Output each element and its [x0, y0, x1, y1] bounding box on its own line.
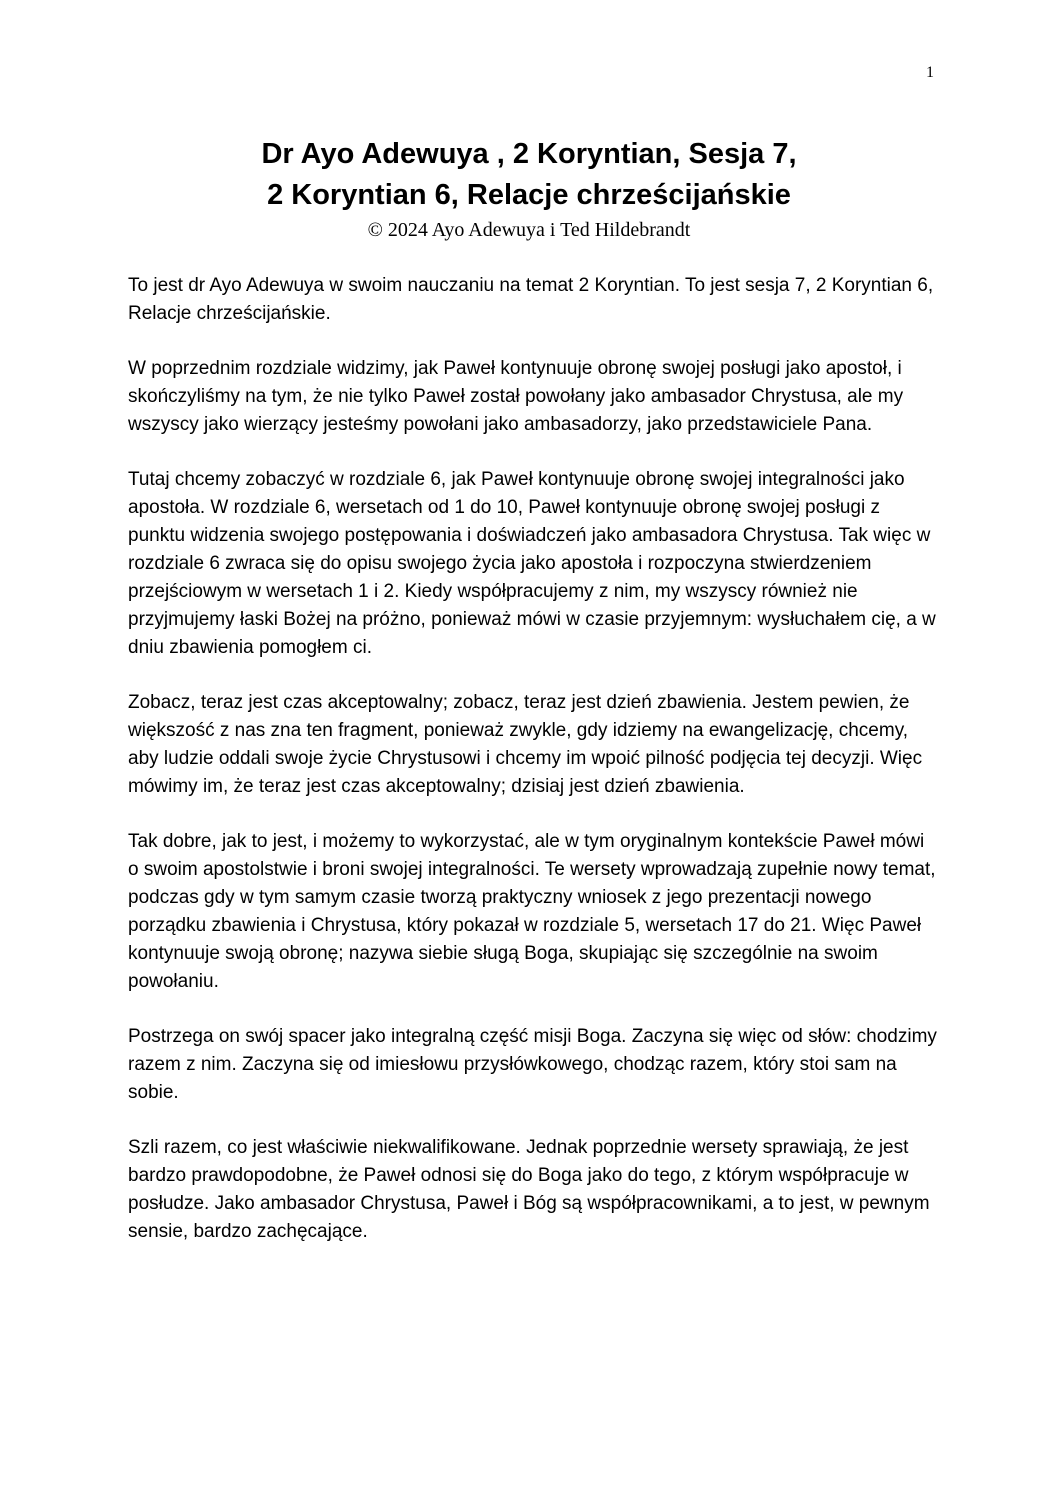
copyright-notice: © 2024 Ayo Adewuya i Ted Hildebrandt: [367, 219, 691, 241]
body-paragraph: W poprzednim rozdziale widzimy, jak Paweł kontynuuje obronę swojej posługi jako apostoł, i skończyliśmy na tym, że nie tylko Paweł został powołany jako ambasador Chrystusa, ale my wszyscy jako wierzący jesteśmy powołani jako ambasadorzy, jako przedstawiciele Pana.: [128, 358, 904, 435]
body-paragraph: Postrzega on swój spacer jako integralną część misji Boga. Zaczyna się więc od słów: chodzimy razem z nim. Zaczyna się od imiesłowu przysłówkowego, chodząc razem, który stoi sam na sobie.: [128, 1026, 937, 1103]
body-paragraph: Tak dobre, jak to jest, i możemy to wykorzystać, ale w tym oryginalnym kontekście Paweł mówi o swoim apostolstwie i broni swojej integralności. Te wersety wprowadzają zupełnie nowy temat, podczas gdy w tym samym czasie tworzą praktyczny wniosek z jego prezentacji nowego porządku zbawienia i Chrystusa, który pokazał w rozdziale 5, wersetach 17 do 21. Więc Paweł kontynuuje swoją obronę; nazywa siebie sługą Boga, skupiając się szczególnie na swoim powołaniu.: [128, 831, 936, 992]
body-paragraph: Zobacz, teraz jest czas akceptowalny; zobacz, teraz jest dzień zbawienia. Jestem pewien, że większość z nas zna ten fragment, ponieważ zwykle, gdy idziemy na ewangelizację, chcemy, aby ludzie oddali swoje życie Chrystusowi i chcemy im wpoić pilność podjęcia tej decyzji. Więc mówimy im, że teraz jest czas akceptowalny; dzisiaj jest dzień zbawienia.: [128, 692, 923, 797]
document-header: [0, 134, 1058, 243]
body-paragraph: Tutaj chcemy zobaczyć w rozdziale 6, jak Paweł kontynuuje obronę swojej integralności jako apostoła. W rozdziale 6, wersetach od 1 do 10, Paweł kontynuuje obronę swojej posługi z punktu widzenia swojego postępowania i doświadczeń jako ambasadora Chrystusa. Tak więc w rozdziale 6 zwraca się do opisu swojego życia jako apostoła i rozpoczyna stwierdzeniem przejściowym w wersetach 1 i 2. Kiedy współpracujemy z nim, my wszyscy również nie przyjmujemy łaski Bożej na próżno, ponieważ mówi w czasie przyjemnym: wysłuchałem cię, a w dniu zbawienia pomogłem ci.: [128, 469, 936, 658]
document-body: [128, 272, 938, 1273]
body-paragraph: To jest dr Ayo Adewuya w swoim nauczaniu na temat 2 Koryntian. To jest sesja 7, 2 Koryntian 6, Relacje chrześcijańskie.: [128, 275, 934, 324]
page-number: 1: [926, 64, 934, 81]
document-title-line-1: Dr Ayo Adewuya , 2 Koryntian, Sesja 7,: [261, 138, 797, 170]
document-title-line-2: 2 Koryntian 6, Relacje chrześcijańskie: [267, 179, 791, 211]
body-paragraph: Szli razem, co jest właściwie niekwalifikowane. Jednak poprzednie wersety sprawiają, że jest bardzo prawdopodobne, że Paweł odnosi się do Boga jako do tego, z którym współpracuje w posłudze. Jako ambasador Chrystusa, Paweł i Bóg są współpracownikami, a to jest, w pewnym sensie, bardzo zachęcające.: [128, 1137, 930, 1242]
